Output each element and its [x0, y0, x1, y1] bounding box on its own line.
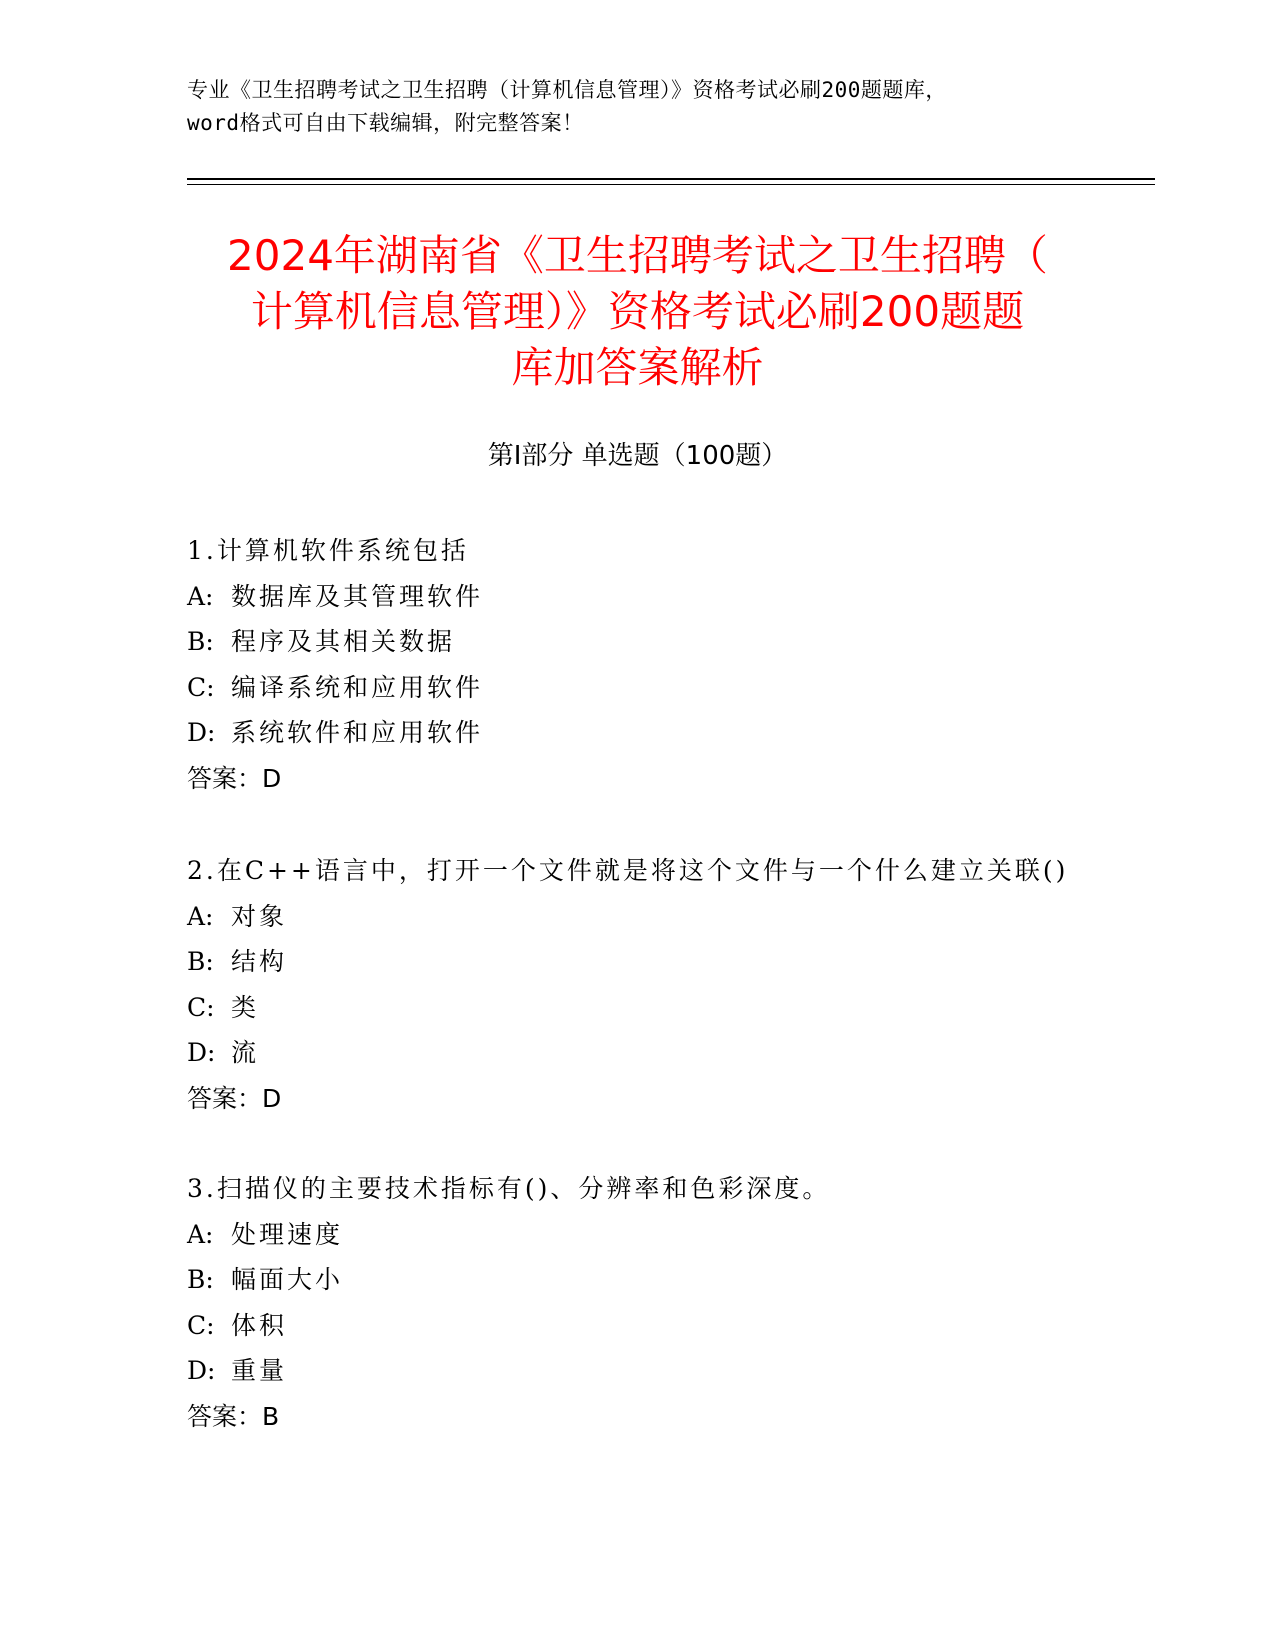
option-text: 对象 — [231, 901, 288, 931]
option-letter: C: — [187, 1310, 215, 1340]
question-3 — [187, 1166, 1137, 1439]
option-letter: A: — [187, 901, 214, 931]
section-title: 第Ⅰ部分 单选题（100题） — [487, 441, 788, 471]
option-text: 系统软件和应用软件 — [231, 718, 484, 747]
option-text: 编译系统和应用软件 — [231, 672, 484, 702]
option-letter: A: — [187, 581, 214, 611]
option-letter: B: — [187, 947, 214, 976]
question-1 — [187, 528, 1137, 801]
option-letter: D: — [187, 718, 216, 747]
option-b — [187, 1257, 1137, 1303]
option-letter: C: — [187, 992, 215, 1022]
answer-line — [187, 756, 1137, 802]
option-d — [187, 710, 1137, 756]
answer-line — [187, 1394, 1137, 1440]
answer-value: D — [262, 1083, 282, 1113]
option-letter: A: — [187, 1219, 214, 1249]
header-divider-thin — [187, 184, 1155, 185]
option-a — [187, 1212, 1137, 1258]
document-title-line-3: 库加答案解析 — [511, 343, 764, 392]
question-2 — [187, 848, 1137, 1121]
answer-value: B — [262, 1401, 280, 1431]
option-text: 体积 — [231, 1310, 288, 1340]
option-letter: B: — [187, 1265, 214, 1294]
option-text: 流 — [231, 1038, 260, 1067]
header-note-line-2: word格式可自由下载编辑，附完整答案！ — [187, 111, 584, 135]
option-text: 幅面大小 — [231, 1265, 344, 1294]
option-text: 处理速度 — [231, 1219, 344, 1249]
option-c — [187, 665, 1137, 711]
option-text: 程序及其相关数据 — [231, 627, 456, 656]
option-a — [187, 894, 1137, 940]
document-title — [160, 228, 1115, 396]
answer-line — [187, 1076, 1137, 1122]
header-divider-thick — [187, 178, 1155, 180]
option-d — [187, 1348, 1137, 1394]
option-text: 数据库及其管理软件 — [231, 581, 484, 611]
option-letter: B: — [187, 627, 214, 656]
header-note — [187, 74, 1087, 140]
question-stem: 2.在C++语言中，打开一个文件就是将这个文件与一个什么建立关联() — [187, 856, 1069, 885]
option-text: 结构 — [231, 947, 288, 976]
answer-label: 答案： — [187, 1401, 263, 1431]
option-b — [187, 619, 1137, 665]
document-title-line-1: 2024年湖南省《卫生招聘考试之卫生招聘（ — [227, 231, 1048, 280]
option-c — [187, 985, 1137, 1031]
option-letter: D: — [187, 1038, 216, 1067]
option-b — [187, 939, 1137, 985]
option-letter: D: — [187, 1356, 216, 1385]
option-c — [187, 1303, 1137, 1349]
document-title-line-2: 计算机信息管理）》资格考试必刷200题题 — [250, 287, 1025, 336]
header-note-line-1: 专业《卫生招聘考试之卫生招聘（计算机信息管理）》资格考试必刷200题题库， — [187, 78, 947, 102]
option-text: 类 — [231, 992, 260, 1022]
answer-value: D — [262, 763, 282, 793]
question-stem: 3.扫描仪的主要技术指标有()、分辨率和色彩深度。 — [187, 1174, 831, 1203]
option-letter: C: — [187, 672, 215, 702]
option-d — [187, 1030, 1137, 1076]
option-a — [187, 574, 1137, 620]
option-text: 重量 — [231, 1356, 288, 1385]
answer-label: 答案： — [187, 1083, 263, 1113]
answer-label: 答案： — [187, 763, 263, 793]
question-stem: 1.计算机软件系统包括 — [187, 536, 469, 565]
